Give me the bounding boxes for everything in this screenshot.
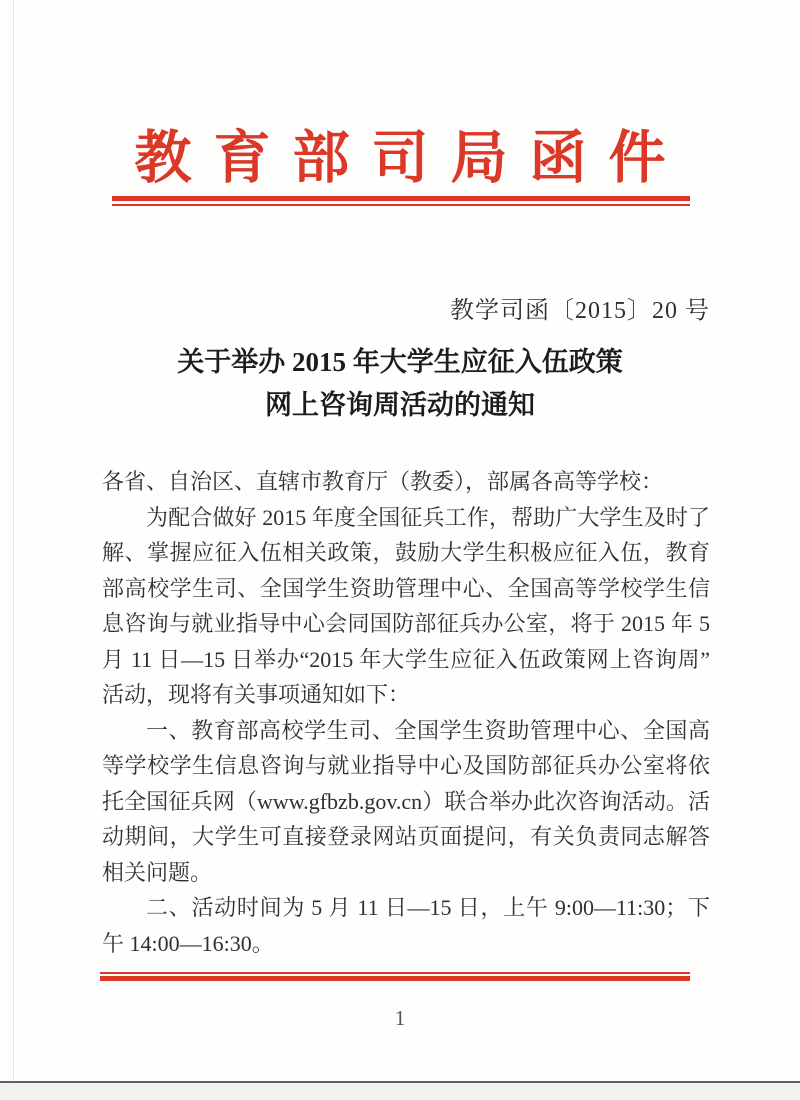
document-title-line1: 关于举办 2015 年大学生应征入伍政策 (177, 347, 623, 377)
body-line: 等学校学生信息咨询与就业指导中心及国防部征兵办公室将依 (102, 753, 710, 778)
footer-divider-thin-line (100, 972, 690, 974)
body-line: 活动，现将有关事项通知如下： (102, 682, 411, 707)
footer-divider-thick-line (100, 976, 690, 981)
body-line: 解、掌握应征入伍相关政策，鼓励大学生积极应征入伍，教育 (102, 540, 710, 565)
footer-divider (100, 972, 690, 981)
header-divider-thin-line (112, 204, 690, 206)
header-divider-thick-line (112, 196, 690, 201)
document-type-heading: 教育部司局函件 (134, 127, 688, 190)
body-line-website: 托全国征兵网（www.gfbzb.gov.cn）联合举办此次咨询活动。活 (102, 788, 710, 814)
header-divider (112, 196, 690, 206)
body-line-item-2: 二、活动时间为 5 月 11 日—15 日，上午 9:00—11:30；下 (146, 895, 710, 920)
body-line-item-1: 一、教育部高校学生司、全国学生资助管理中心、全国高 (146, 717, 710, 743)
body-line: 相关问题。 (102, 859, 213, 885)
document-number: 教学司函〔2015〕20 号 (450, 298, 710, 324)
page-number: 1 (394, 1006, 406, 1030)
body-line: 部高校学生司、全国学生资助管理中心、全国高等学校学生信 (102, 575, 710, 601)
body-line: 为配合做好 2015 年度全国征兵工作，帮助广大学生及时了 (146, 504, 710, 530)
body-line: 月 11 日—15 日举办“2015 年大学生应征入伍政策网上咨询周” (102, 646, 710, 672)
document-title (0, 341, 800, 427)
document-body (102, 464, 710, 961)
body-line: 动期间，大学生可直接登录网站页面提问，有关负责同志解答 (102, 824, 710, 849)
document-title-line2: 网上咨询周活动的通知 (265, 390, 535, 420)
body-line: 息咨询与就业指导中心会同国防部征兵办公室，将于 2015 年 5 (102, 611, 710, 636)
body-line: 午 14:00—16:30。 (102, 930, 274, 956)
body-line-salutation: 各省、自治区、直辖市教育厅（教委），部属各高等学校： (102, 469, 664, 494)
